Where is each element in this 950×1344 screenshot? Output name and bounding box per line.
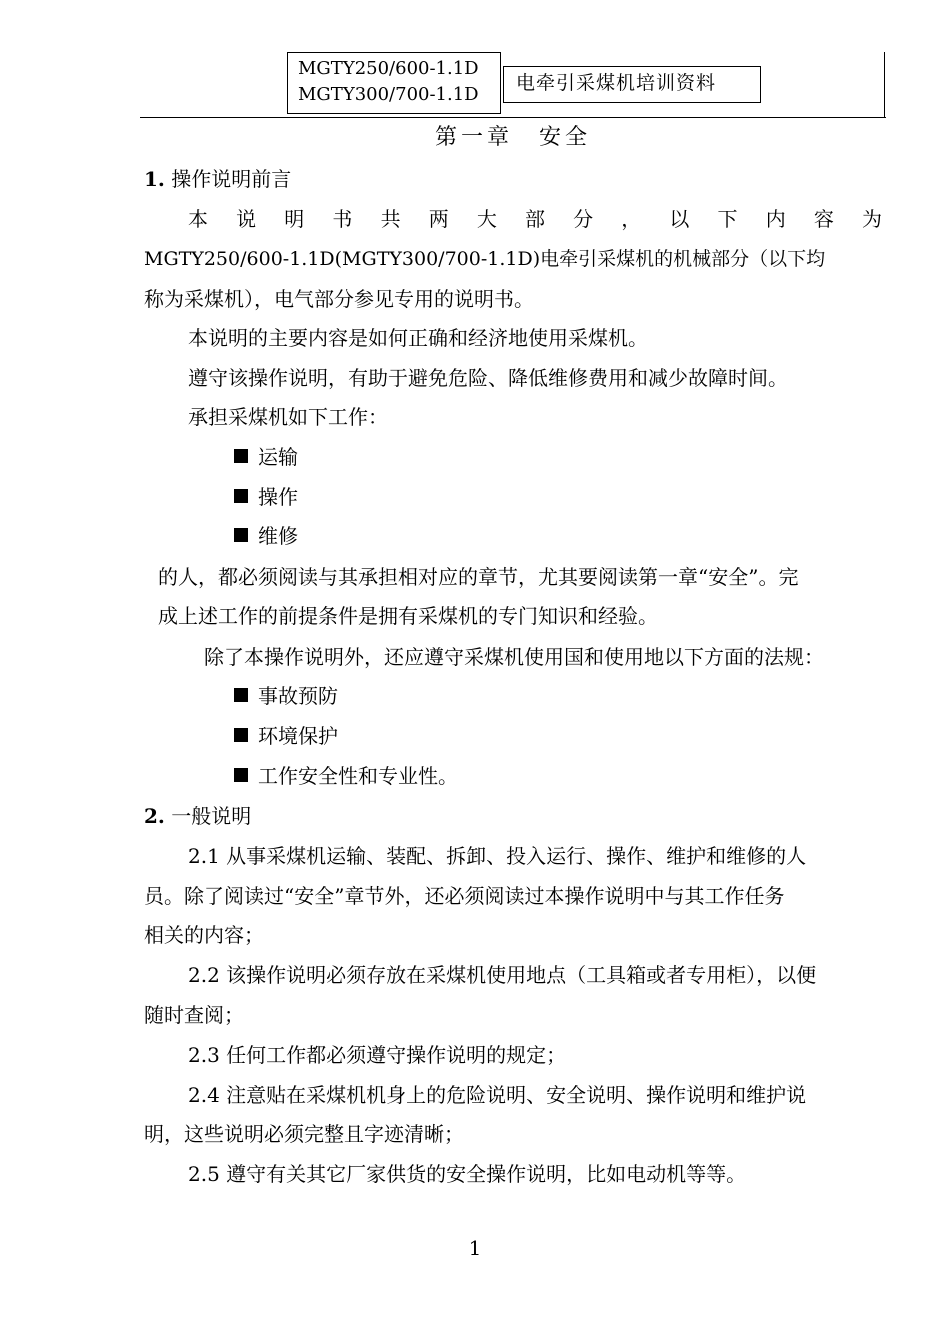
section2-heading-text: 一般说明 <box>171 804 252 828</box>
header-rule <box>140 117 886 118</box>
section1-para4: 承担采煤机如下工作： <box>188 405 388 429</box>
section2-item1-line3: 相关的内容； <box>144 923 264 947</box>
work-item <box>234 485 298 509</box>
section1-heading-text: 操作说明前言 <box>171 167 292 191</box>
section2-item5-line1: 2.5 遵守有关其它厂家供货的安全操作说明，比如电动机等等。 <box>188 1162 747 1186</box>
spread-char: 明 <box>284 207 305 231</box>
header-model-line2: MGTY300/700-1.1D <box>298 84 479 105</box>
section2-item4-line1: 2.4 注意贴在采煤机机身上的危险说明、安全说明、操作说明和维护说 <box>188 1083 807 1107</box>
section2-item3-line1: 2.3 任何工作都必须遵守操作说明的规定； <box>188 1043 567 1067</box>
spread-char: ， <box>621 207 642 231</box>
section2-heading <box>144 804 251 828</box>
section1-para5-line2: 成上述工作的前提条件是拥有采煤机的专门知识和经验。 <box>158 604 658 628</box>
section2-number: 2. <box>144 804 165 828</box>
work-item <box>234 524 298 548</box>
section2-item4-line2: 明，这些说明必须完整且字迹清晰； <box>144 1122 464 1146</box>
spread-char: 内 <box>765 207 786 231</box>
section1-para3: 遵守该操作说明，有助于避免危险、降低维修费用和减少故障时间。 <box>188 366 788 390</box>
law-item <box>234 724 338 748</box>
bullet-square-icon <box>234 688 248 702</box>
header-vertical-line <box>884 52 885 118</box>
chapter-title: 第一章 安全 <box>434 125 591 150</box>
header-model-box <box>287 52 501 114</box>
header-doc-title: 电牵引采煤机培训资料 <box>503 66 761 103</box>
spread-char: 为 <box>861 207 882 231</box>
section1-para1-line1 <box>188 207 882 231</box>
section2-item2-line1: 2.2 该操作说明必须存放在采煤机使用地点（工具箱或者专用柜），以便 <box>188 963 817 987</box>
section1-heading <box>144 167 291 191</box>
work-item <box>234 445 298 469</box>
spread-char: 两 <box>428 207 449 231</box>
section1-para1-line3: 称为采煤机），电气部分参见专用的说明书。 <box>144 287 534 311</box>
spread-char: 说 <box>236 207 257 231</box>
header-model-line1: MGTY250/600-1.1D <box>298 58 479 79</box>
spread-char: 书 <box>332 207 353 231</box>
bullet-square-icon <box>234 528 248 542</box>
work-item-label: 维修 <box>258 524 298 548</box>
spread-char: 大 <box>476 207 497 231</box>
section1-para6: 除了本操作说明外，还应遵守采煤机使用国和使用地以下方面的法规： <box>204 645 824 669</box>
law-item-label: 环境保护 <box>258 724 338 748</box>
bullet-square-icon <box>234 449 248 463</box>
spread-char: 下 <box>717 207 738 231</box>
spread-char: 本 <box>188 207 208 231</box>
section1-para5-line1: 的人，都必须阅读与其承担相对应的章节，尤其要阅读第一章“安全”。完 <box>158 565 799 589</box>
spread-char: 部 <box>524 207 545 231</box>
bullet-square-icon <box>234 728 248 742</box>
law-item <box>234 764 458 788</box>
section1-para2: 本说明的主要内容是如何正确和经济地使用采煤机。 <box>188 326 648 350</box>
law-item-label: 事故预防 <box>258 684 338 708</box>
section1-para1-line2: MGTY250/600-1.1D(MGTY300/700-1.1D)电牵引采煤机的机械部分（以下均 <box>144 248 826 270</box>
bullet-square-icon <box>234 489 248 503</box>
page-number: 1 <box>468 1236 482 1260</box>
spread-char: 以 <box>669 207 690 231</box>
law-item <box>234 684 338 708</box>
section1-number: 1. <box>144 167 165 191</box>
spread-char: 共 <box>380 207 401 231</box>
section2-item1-line2: 员。除了阅读过“安全”章节外，还必须阅读过本操作说明中与其工作任务 <box>144 884 785 908</box>
work-item-label: 运输 <box>258 445 298 469</box>
section2-item1-line1: 2.1 从事采煤机运输、装配、拆卸、投入运行、操作、维护和维修的人 <box>188 844 807 868</box>
spread-char: 容 <box>813 207 834 231</box>
bullet-square-icon <box>234 768 248 782</box>
law-item-label: 工作安全性和专业性。 <box>258 764 458 788</box>
section2-item2-line2: 随时查阅； <box>144 1003 244 1027</box>
work-item-label: 操作 <box>258 485 298 509</box>
spread-char: 分 <box>573 207 594 231</box>
